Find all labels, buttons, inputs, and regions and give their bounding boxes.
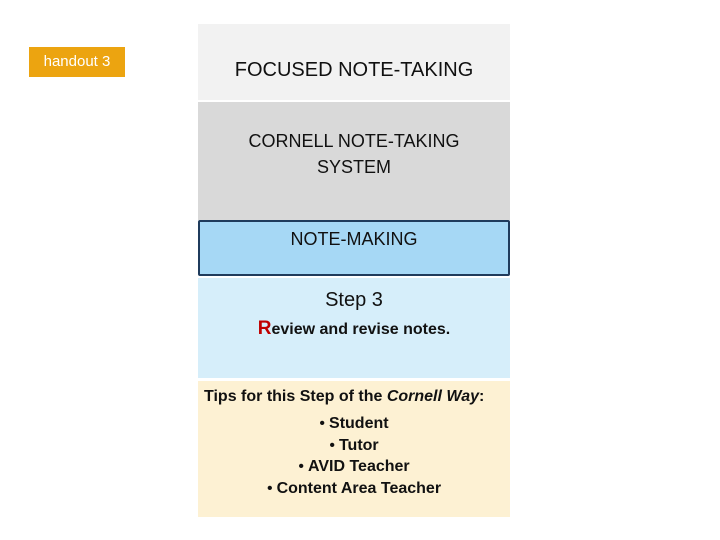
tips-emphasis: Cornell Way	[386, 388, 479, 405]
tips-heading	[204, 386, 504, 407]
bullet-icon: •	[329, 436, 335, 454]
page-title: FOCUSED NOTE-TAKING	[234, 58, 474, 81]
tips-block	[198, 381, 510, 517]
step-text: eview and revise notes.	[271, 321, 451, 338]
title-block	[198, 24, 510, 100]
list-item	[204, 478, 504, 500]
bullet-icon: •	[319, 415, 326, 432]
list-item	[204, 435, 504, 457]
bullet-icon: •	[266, 479, 273, 497]
list-item-label: Content Area Teacher	[276, 479, 442, 497]
step-title: Step 3	[325, 289, 383, 311]
section-title: NOTE-MAKING	[290, 229, 418, 249]
system-title-line1: CORNELL NOTE-TAKING	[248, 131, 460, 151]
tips-colon: :	[479, 388, 485, 405]
system-title-line2: SYSTEM	[316, 157, 391, 177]
list-item-label: Student	[329, 415, 389, 432]
tips-lead: Tips for this Step of the	[204, 388, 387, 405]
note-making-block	[198, 220, 510, 276]
cornell-system-block	[198, 102, 510, 220]
list-item-label: AVID Teacher	[307, 458, 410, 475]
list-item	[204, 413, 504, 435]
note-taking-stack	[198, 24, 510, 517]
tips-list	[204, 413, 504, 499]
step-description	[198, 318, 510, 341]
bullet-icon: •	[298, 458, 304, 475]
step-initial: R	[257, 318, 272, 339]
handout-badge: handout 3	[29, 47, 125, 77]
step-block	[198, 278, 510, 378]
list-item	[204, 456, 504, 478]
list-item-label: Tutor	[338, 436, 379, 454]
